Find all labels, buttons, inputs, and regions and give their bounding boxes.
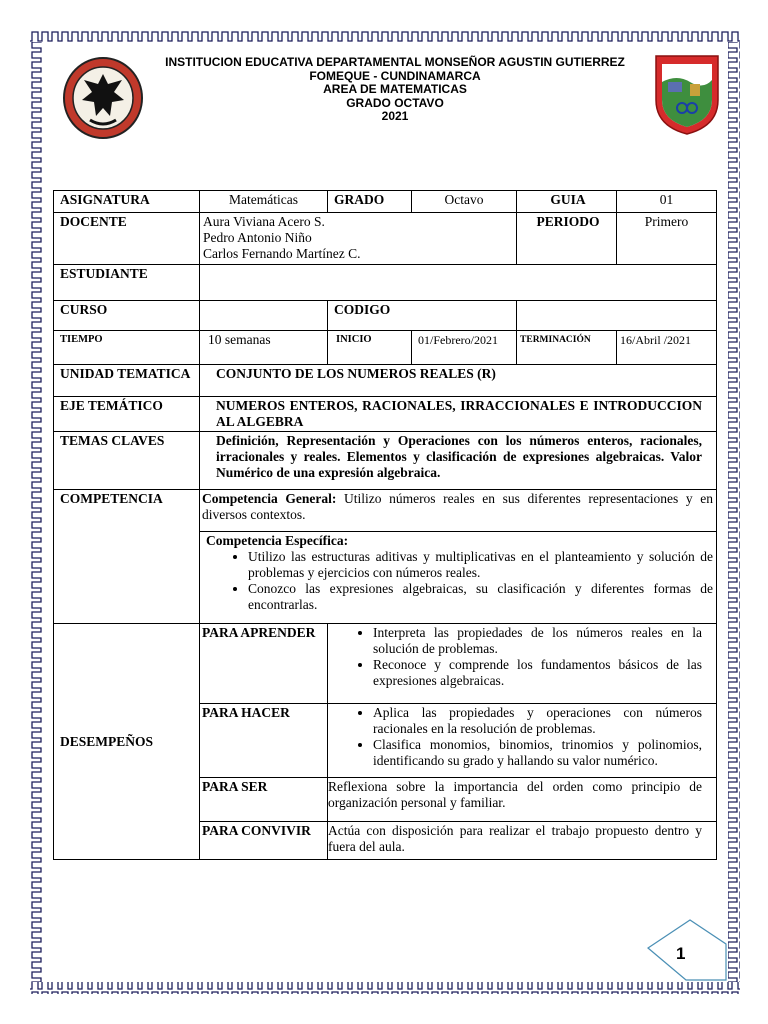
grado-value: Octavo [412,191,517,213]
list-item: • Conozco las expresiones algebraicas, su clasificación y diferentes formas de encontrarlas. [248,581,713,613]
asignatura-label: ASIGNATURA [54,191,200,213]
para-aprender-label: PARA APRENDER [200,624,328,704]
para-convivir-text: Actúa con disposición para realizar el trabajo propuesto dentro y fuera del aula. [328,822,717,860]
competencia-general [200,490,717,532]
row-estudiante [54,265,717,301]
row-asignatura [54,191,717,213]
competencia-label: COMPETENCIA [54,490,200,624]
codigo-label: CODIGO [328,301,517,331]
inicio-value: 01/Febrero/2021 [412,331,517,365]
guia-label: GUIA [517,191,617,213]
para-convivir-label: PARA CONVIVIR [200,822,328,860]
curso-label: CURSO [54,301,200,331]
temas-value: Definición, Representación y Operaciones con los números enteros, racionales, irracionales y reales. Elementos y clasificación de expresiones algebraicas. Valor Numérico de una expresión algebraica. [200,432,717,490]
guia-value: 01 [617,191,717,213]
document-header [140,56,650,124]
tiempo-value: 10 semanas [200,331,328,365]
row-tiempo [54,331,717,365]
area-name: AREA DE MATEMATICAS [323,82,467,96]
codigo-field [517,301,717,331]
para-hacer-label: PARA HACER [200,704,328,778]
school-seal-logo [62,56,144,140]
row-competencia-general [54,490,717,532]
grado-label: GRADO [328,191,412,213]
school-location: FOMEQUE - CUNDINAMARCA [309,68,481,83]
asignatura-value: Matemáticas [200,191,328,213]
list-item: • Clasifica monomios, binomios, trinomios y polinomios, identificando su grado y hallando su valor numérico. [373,737,702,769]
unidad-value: CONJUNTO DE LOS NUMEROS REALES (R) [200,365,717,397]
docente-name: Pedro Antonio Niño [203,230,312,245]
estudiante-label: ESTUDIANTE [54,265,200,301]
row-docente [54,213,717,265]
guide-info-table [53,190,717,860]
docente-label: DOCENTE [54,213,200,265]
list-item: • Aplica las propiedades y operaciones con números racionales en la resolución de problemas. [373,705,702,737]
desempenos-label: DESEMPEÑOS [54,624,200,860]
competencia-general-label: Competencia General: [202,491,337,506]
docente-name: Aura Viviana Acero S. [203,214,325,229]
estudiante-field [200,265,717,301]
row-unidad [54,365,717,397]
page-number: 1 [676,944,686,963]
page-number-badge [646,918,728,984]
row-temas [54,432,717,490]
inicio-label: INICIO [328,331,412,365]
para-hacer-cell [328,704,717,778]
para-aprender-cell [328,624,717,704]
competencia-especifica-label: Competencia Específica: [206,533,349,548]
para-aprender-list [331,625,702,689]
eje-label: EJE TEMÁTICO [54,397,200,432]
competencia-general-text: Utilizo números reales en sus diferentes representaciones y en diversos contextos. [202,491,714,522]
eje-value: NUMEROS ENTEROS, RACIONALES, IRRACCIONALES E INTRODUCCION AL ALGEBRA [200,397,717,432]
docente-list [200,213,517,265]
docente-name: Carlos Fernando Martínez C. [203,246,361,261]
list-item: • Reconoce y comprende los fundamentos básicos de las expresiones algebraicas. [373,657,702,689]
list-item: • Interpreta las propiedades de los números reales en la solución de problemas. [373,625,702,657]
para-ser-text: Reflexiona sobre la importancia del orden como principio de organización personal y familiar. [328,778,717,822]
year: 2021 [381,109,409,123]
curso-field [200,301,328,331]
school-name: INSTITUCION EDUCATIVA DEPARTAMENTAL MONSEÑOR AGUSTIN GUTIERREZ [165,55,625,69]
periodo-label: PERIODO [517,213,617,265]
periodo-value: Primero [617,213,717,265]
terminacion-value: 16/Abril /2021 [617,331,717,365]
school-shield-logo [652,52,722,136]
row-curso [54,301,717,331]
row-eje [54,397,717,432]
para-hacer-list [331,705,702,769]
tiempo-label: TIEMPO [54,331,200,365]
competencia-especifica [200,532,717,624]
grade-name: GRADO OCTAVO [346,95,444,110]
competencia-especifica-list [206,549,713,613]
temas-label: TEMAS CLAVES [54,432,200,490]
para-ser-label: PARA SER [200,778,328,822]
unidad-label: UNIDAD TEMATICA [54,365,200,397]
list-item: • Utilizo las estructuras aditivas y multiplicativas en el planteamiento y solución de problemas y ejercicios con números reales. [248,549,713,581]
row-para-aprender [54,624,717,704]
terminacion-label: TERMINACIÓN [517,331,617,365]
